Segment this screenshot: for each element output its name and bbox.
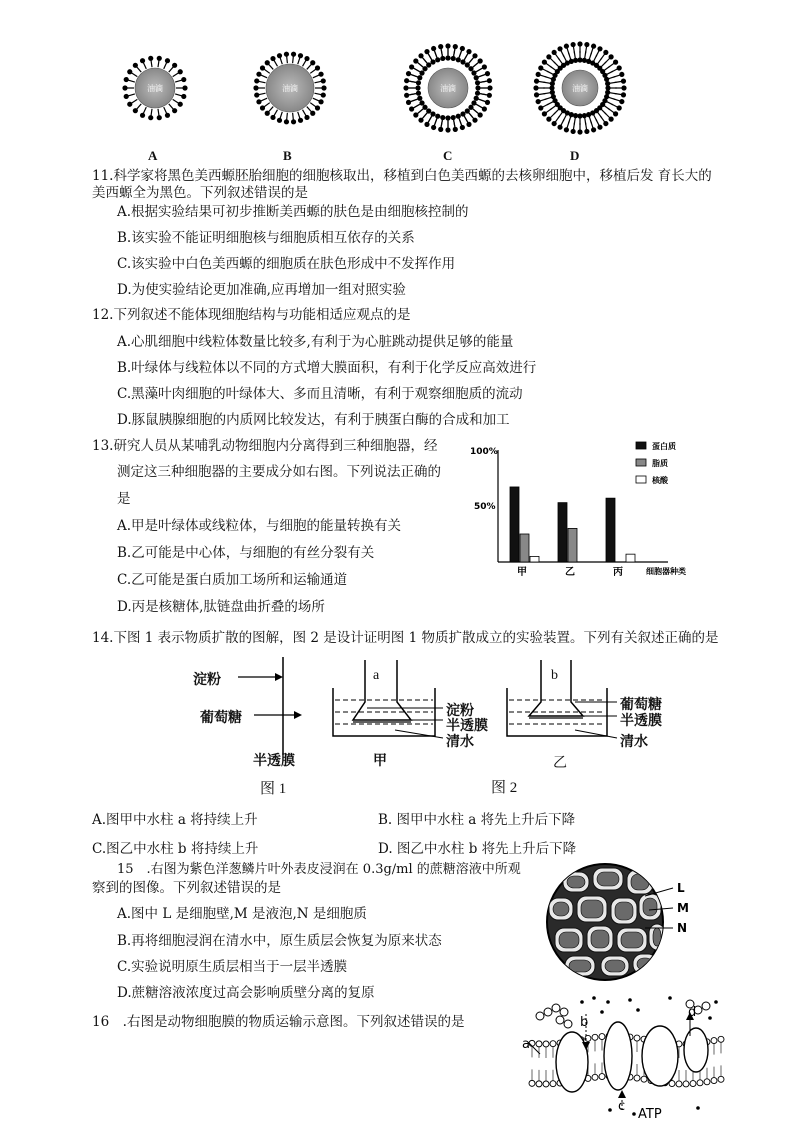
q12-stem: 12.下列叙述不能体现细胞结构与功能相适应观点的是 [92, 307, 411, 323]
q11-stem-line1: 11.科学家将黑色美西螈胚胎细胞的细胞核取出，移植到白色美西螈的去核卵细胞中，移植后发 育长大的 [92, 168, 712, 184]
starch-arrow-head [275, 673, 283, 681]
tube-b-label: b [551, 668, 558, 683]
q15-stem-line1: 15 .右图为紫色洋葱鳞片叶外表皮浸润在 0.3g/ml 的蔗糖溶液中所观 [117, 862, 521, 877]
oil-drop-text: 油滴 [147, 84, 163, 93]
label-m: M [677, 901, 689, 915]
category-label: 乙 [565, 567, 575, 578]
figure-1-diffusion [190, 655, 330, 800]
q11-option-d: D.为使实验结论更加准确,应再增加一组对照实验 [117, 282, 406, 298]
q13-option-b: B.乙可能是中心体，与细胞的有丝分裂有关 [117, 545, 375, 561]
q12-option-d: D.豚鼠胰腺细胞的内质网比较发达，有利于胰蛋白酶的合成和加工 [117, 412, 510, 428]
legend [636, 441, 676, 485]
q15-option-d: D.蔗糖溶液浓度过高会影响质壁分离的复原 [117, 985, 375, 1001]
label-a: A [148, 148, 158, 163]
q13-stem-line1: 13.研究人员从某哺乳动物细胞内分离得到三种细胞器，经 [92, 438, 438, 454]
bar-甲-脂质 [520, 534, 529, 562]
q15-option-c: C.实验说明原生质层相当于一层半透膜 [117, 959, 348, 975]
label-c: C [443, 148, 453, 163]
q14-option-b: B. 图甲中水柱 a 将先上升后下降 [378, 812, 576, 828]
structure-b [253, 52, 326, 125]
fig1-membrane: 半透膜 [253, 754, 295, 769]
q13-stem-line2: 测定这三种细胞器的主要成分如右图。下列说法正确的 [117, 464, 441, 480]
structure-a [122, 56, 187, 121]
q15-stem-line2: 察到的图像。下列叙述错误的是 [92, 880, 281, 896]
jia-label-water: 清水 [446, 735, 474, 750]
jia-name: 甲 [373, 754, 387, 769]
figure-2-apparatus [325, 660, 685, 800]
q13-stem-line3: 是 [117, 491, 131, 507]
q11-option-c: C.该实验中白色美西螈的细胞质在肤色形成中不发挥作用 [117, 256, 456, 272]
label-d: D [570, 148, 580, 163]
legend-entry: 蛋白质 [652, 442, 676, 451]
structure-d [533, 41, 626, 134]
label-l: L [677, 881, 685, 895]
plasmolysis-figure [545, 858, 705, 988]
fig2-caption: 图 2 [491, 780, 518, 796]
structure-c [403, 43, 492, 132]
jia-label-starch: 淀粉 [446, 704, 474, 719]
beaker-yi [507, 660, 617, 738]
membrane-transport-figure [510, 992, 740, 1120]
bar-甲-核酸 [530, 556, 539, 562]
beaker-jia [333, 660, 443, 738]
bar-甲-蛋白质 [510, 487, 519, 562]
q12-option-c: C.黑藻叶肉细胞的叶绿体大、多而且清晰，有利于观察细胞质的流动 [117, 386, 523, 402]
label-b: B [283, 148, 292, 163]
plasmolysis-svg [545, 858, 705, 988]
label-atp: ATP [638, 1107, 662, 1120]
chart-svg [468, 432, 708, 582]
q12-option-b: B.叶绿体与线粒体以不同的方式增大膜面积，有利于化学反应高效进行 [117, 360, 537, 376]
x-axis-label: 细胞器种类 [646, 567, 686, 576]
figure-oil-droplets [110, 40, 650, 165]
q14-option-c: C.图乙中水柱 b 将持续上升 [92, 841, 259, 857]
oil-droplet-diagrams [110, 40, 650, 140]
legend-entry: 脂质 [652, 459, 668, 468]
label-d: d [688, 1005, 697, 1020]
q13-option-a: A.甲是叶绿体或线粒体，与细胞的能量转换有关 [117, 518, 402, 534]
oil-drop-text: 油滴 [572, 84, 588, 93]
bar-丙-蛋白质 [606, 498, 615, 562]
ytick-50: 50% [474, 502, 496, 512]
category-labels [517, 565, 623, 578]
yi-label-membrane: 半透膜 [620, 714, 662, 729]
q15-option-a: A.图中 L 是细胞壁,M 是液泡,N 是细胞质 [117, 906, 367, 922]
bar-乙-脂质 [568, 528, 577, 562]
q16-stem: 16 .右图是动物细胞膜的物质运输示意图。下列叙述错误的是 [92, 1014, 465, 1030]
yi-label-water: 清水 [620, 735, 648, 750]
yi-label-glucose: 葡萄糖 [620, 698, 662, 713]
yi-name: 乙 [553, 756, 567, 771]
q11-option-b: B.该实验不能证明细胞核与细胞质相互依存的关系 [117, 230, 415, 246]
label-b: b [580, 1015, 589, 1030]
fig1-starch: 淀粉 [193, 673, 221, 688]
legend-swatch [636, 459, 646, 466]
bar-丙-核酸 [626, 554, 635, 562]
glucose-arrow-head [294, 711, 302, 719]
label-n: N [677, 921, 688, 935]
fig1-caption: 图 1 [260, 781, 287, 797]
q12-option-a: A.心肌细胞中线粒体数量比较多,有利于为心脏跳动提供足够的能量 [117, 334, 514, 350]
q11-option-a: A.根据实验结果可初步推断美西螈的肤色是由细胞核控制的 [117, 204, 469, 220]
legend-entry: 核酸 [652, 476, 668, 485]
organelle-composition-chart [468, 432, 708, 582]
jia-label-membrane: 半透膜 [446, 719, 488, 734]
category-label: 甲 [517, 567, 527, 578]
bars [510, 487, 635, 562]
oil-drop-text: 油滴 [282, 84, 298, 93]
bar-乙-蛋白质 [558, 503, 567, 562]
q15-option-b: B.再将细胞浸润在清水中，原生质层会恢复为原来状态 [117, 933, 442, 949]
ytick-100: 100% [470, 447, 498, 457]
label-a: a [522, 1037, 530, 1052]
q14-option-a: A.图甲中水柱 a 将持续上升 [92, 812, 258, 828]
legend-swatch [636, 442, 646, 449]
fig1-glucose: 葡萄糖 [200, 711, 242, 726]
category-label: 丙 [613, 567, 623, 578]
membrane-svg [510, 992, 740, 1120]
tube-a-label: a [373, 668, 380, 683]
legend-swatch [636, 476, 646, 483]
q11-stem-line2: 美西螈全为黑色。下列叙述错误的是 [92, 185, 308, 201]
q14-stem: 14.下图 1 表示物质扩散的图解，图 2 是设计证明图 1 物质扩散成立的实验装置。下列有关叙述正确的是 [92, 630, 719, 646]
q13-option-d: D.丙是核糖体,肽链盘曲折叠的场所 [117, 599, 325, 615]
q13-option-c: C.乙可能是蛋白质加工场所和运输通道 [117, 572, 348, 588]
label-c: c [618, 1099, 626, 1114]
oil-drop-text: 油滴 [440, 84, 456, 93]
q14-option-d: D. 图乙中水柱 b 将先上升后下降 [378, 841, 577, 857]
